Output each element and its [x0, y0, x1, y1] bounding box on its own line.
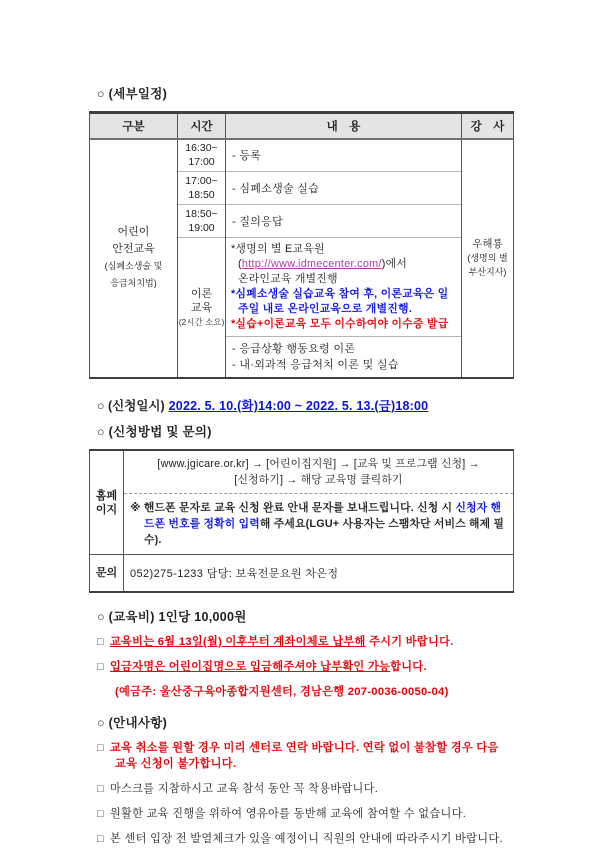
heading-detail-schedule: ○ (세부일정) — [97, 87, 168, 101]
instructor-cell: 우해룡 (생명의 별 부산지사) — [462, 139, 514, 379]
certificate-red-note: *실습+이론교육 모두 이수하여야 이수증 발급 — [231, 318, 449, 330]
checkbox-glyph: □ — [97, 661, 104, 673]
e-education-center-link[interactable]: http://www.idmecenter.com/ — [241, 258, 382, 270]
checkbox-glyph: □ — [97, 742, 104, 754]
content-cell: - 등록 — [226, 139, 462, 172]
checkbox-glyph: □ — [97, 783, 104, 795]
schedule-table — [89, 111, 514, 379]
info-item-mask: □ 마스크를 지참하시고 교육 참석 동안 꼭 착용바랍니다. — [97, 783, 379, 795]
content-cell: - 질의응답 — [226, 205, 462, 238]
heading-fee: ○ (교육비) 1인당 10,000원 — [97, 610, 247, 624]
content-cell: - 심폐소생술 실습 — [226, 172, 462, 205]
info-item-cancel: □ 교육 취소를 원할 경우 미리 센터로 연락 바랍니다. 연락 없이 불참할 경우 다음 교육 신청이 불가합니다. — [97, 742, 499, 770]
contact-table — [89, 449, 514, 593]
checkbox-glyph: □ — [97, 833, 104, 845]
time-cell: 17:00~ 18:50 — [178, 172, 226, 205]
col-header-time: 시간 — [178, 113, 226, 139]
homepage-label: 홈페 이지 — [90, 450, 124, 555]
inquiry-label: 문의 — [90, 555, 124, 593]
heading-apply-datetime: ○ (신청일시) 2022. 5. 10.(화)14:00 ~ 2022. 5. 13.(금)18:00 — [97, 399, 429, 413]
heading-info: ○ (안내사항) — [97, 716, 168, 730]
fee-item-depositor: □ 입금자명은 어린이집명으로 입금해주셔야 납부확인 가능합니다. — [97, 661, 427, 673]
theory-notes-cell — [226, 238, 462, 337]
phone-accuracy-note: 신청자 핸드폰 번호를 정확히 입력 — [144, 502, 502, 530]
online-course-note: *생명의 별 E교육원(http://www.idmecenter.com/)에서 — [231, 243, 408, 270]
apply-period-text: 2022. 5. 10.(화)14:00 ~ 2022. 5. 13.(금)18:00 — [168, 399, 429, 413]
category-cell: 어린이 안전교육 (심폐소생술 및 응급처치법) — [90, 139, 178, 379]
col-header-category: 구분 — [90, 113, 178, 139]
theory-blue-note: *심폐소생술 실습교육 참여 후, 이론교육은 일주일 내로 온라인교육으로 개별진행. — [231, 288, 449, 315]
checkbox-glyph: □ — [97, 808, 104, 820]
inquiry-value: 052)275-1233 담당: 보육전문요원 차은정 — [124, 555, 514, 593]
theory-label-cell: 이론 교육 (2시간 소요) — [178, 238, 226, 379]
fee-account-info: (예금주: 울산중구육아종합지원센터, 경남은행 207-0036-0050-04) — [115, 686, 449, 698]
inquiry-row — [90, 555, 514, 593]
document-page — [89, 84, 513, 847]
checkbox-glyph: □ — [97, 636, 104, 648]
info-item-no-children: □ 원활한 교육 진행을 위하여 영유아를 동반해 교육에 참여할 수 없습니다. — [97, 808, 467, 820]
col-header-instructor: 강 사 — [462, 113, 514, 139]
theory-content-cell: - 응급상황 행동요령 이론 - 내·외과적 응급처치 이론 및 실습 — [226, 337, 462, 379]
homepage-notice: ※ 핸드폰 문자로 교육 신청 완료 안내 문자를 보내드립니다. 신청 시 신청자 핸드폰 번호를 정확히 입력해 주세요(LGU+ 사용자는 스팸차단 서비스 해제 필수). — [130, 502, 505, 546]
homepage-path: [www.jgicare.or.kr] → [어린이집지원] → [교육 및 프로그램 신청] → [신청하기] → 해당 교육명 클릭하기 — [124, 451, 513, 494]
homepage-row — [90, 450, 514, 555]
fee-item-transfer: □ 교육비는 6월 13일(월) 이후부터 계좌이체로 납부해 주시기 바랍니다. — [97, 636, 454, 648]
schedule-row — [90, 139, 514, 172]
heading-apply-method: ○ (신청방법 및 문의) — [97, 425, 212, 439]
schedule-header-row — [90, 113, 514, 139]
online-course-note-line2: 온라인교육 개별진행 — [238, 273, 338, 285]
col-header-content: 내 용 — [226, 113, 462, 139]
info-item-temperature: □ 본 센터 입장 전 발열체크가 있을 예정이니 직원의 안내에 따라주시기 바랍니다. — [97, 833, 503, 845]
time-cell: 16:30~ 17:00 — [178, 139, 226, 172]
time-cell: 18:50~ 19:00 — [178, 205, 226, 238]
homepage-content — [124, 450, 514, 555]
